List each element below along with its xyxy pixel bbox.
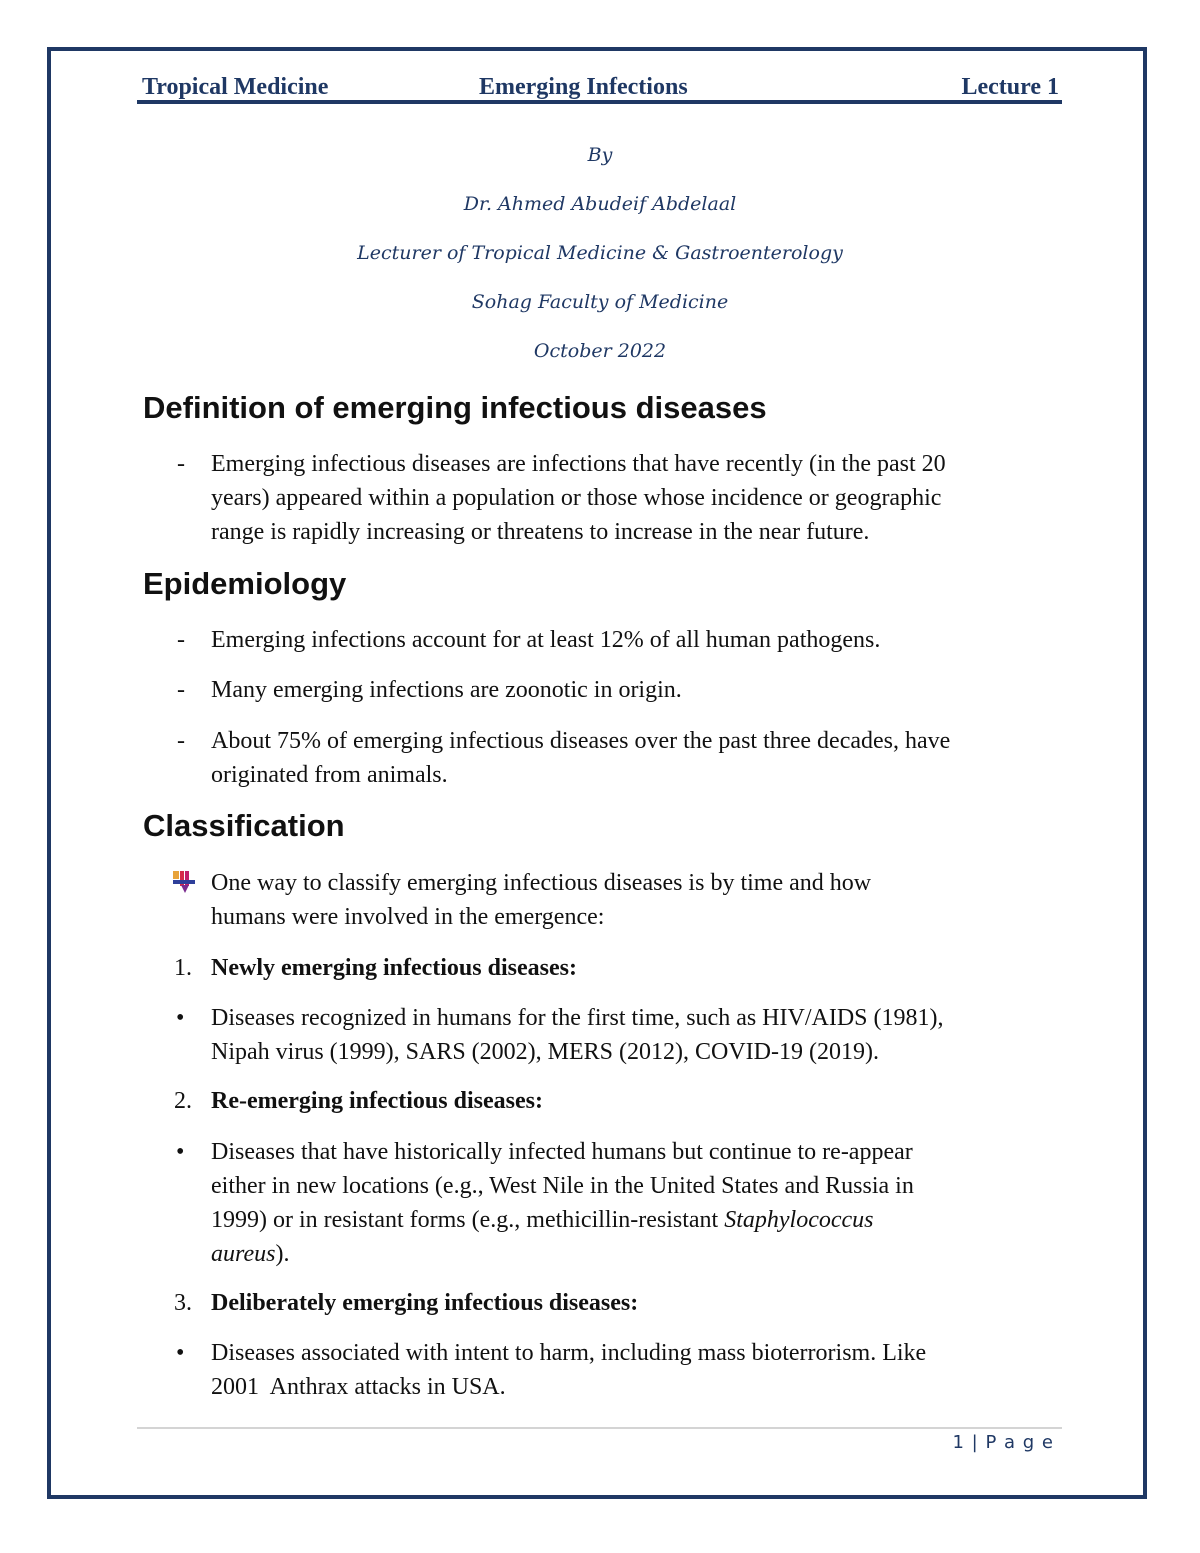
definition-line-3: range is rapidly increasing or threatens to increase in the near future.: [211, 519, 870, 545]
species-name-italic: Staphylococcus: [724, 1207, 874, 1233]
category-2-title: Re-emerging infectious diseases:: [211, 1088, 543, 1114]
category-1-line-2: Nipah virus (1999), SARS (2002), MERS (2012), COVID-19 (2019).: [211, 1039, 879, 1065]
bullet-dot: •: [176, 1005, 185, 1031]
bullet-dash: -: [177, 677, 185, 703]
category-1-title: Newly emerging infectious diseases:: [211, 955, 577, 981]
arrow-down-bullet-icon: [171, 869, 199, 895]
definition-heading: Definition of emerging infectious diseases: [143, 390, 767, 425]
category-2-line-2: either in new locations (e.g., West Nile in the United States and Russia in: [211, 1173, 914, 1199]
bullet-dash: -: [177, 728, 185, 754]
category-2-line-3: [211, 1207, 874, 1234]
bullet-dot: •: [176, 1139, 185, 1165]
byline-date: October 2022: [533, 340, 667, 362]
classification-intro-line-1: One way to classify emerging infectious diseases is by time and how: [211, 870, 872, 896]
byline-institution: Sohag Faculty of Medicine: [471, 291, 729, 313]
bullet-dash: -: [177, 451, 185, 477]
bullet-dot: •: [176, 1340, 185, 1366]
category-2-line-1: Diseases that have historically infected humans but continue to re-appear: [211, 1139, 913, 1165]
category-3-line-1: Diseases associated with intent to harm, including mass bioterrorism. Like: [211, 1340, 927, 1366]
category-3-title: Deliberately emerging infectious diseases:: [211, 1290, 639, 1316]
classification-intro-line-2: humans were involved in the emergence:: [211, 904, 605, 930]
category-2-line-3-text: 1999) or in resistant forms (e.g., methicillin-resistant: [211, 1207, 725, 1233]
list-number: 3.: [174, 1290, 192, 1316]
bullet-dash: -: [177, 627, 185, 653]
epidemiology-item-3-line-2: originated from animals.: [211, 762, 448, 788]
page-number: 1: [952, 1432, 965, 1453]
page-label: P a g e: [985, 1432, 1054, 1453]
byline-author: Dr. Ahmed Abudeif Abdelaal: [463, 193, 737, 215]
footer-separator: |: [971, 1432, 979, 1453]
header-topic: Emerging Infections: [479, 74, 688, 100]
epidemiology-heading: Epidemiology: [143, 566, 347, 601]
classification-heading: Classification: [143, 808, 345, 843]
epidemiology-item-2: Many emerging infections are zoonotic in origin.: [211, 677, 682, 703]
epidemiology-item-3-line-1: About 75% of emerging infectious diseases over the past three decades, have: [211, 728, 951, 754]
header-lecture: Lecture 1: [961, 74, 1059, 100]
category-2-line-4: [211, 1241, 289, 1268]
definition-line-1: Emerging infectious diseases are infections that have recently (in the past 20: [211, 451, 946, 477]
category-1-line-1: Diseases recognized in humans for the first time, such as HIV/AIDS (1981),: [211, 1005, 944, 1031]
byline-title: Lecturer of Tropical Medicine & Gastroenterology: [357, 242, 843, 264]
category-2-line-4-text: ).: [275, 1241, 290, 1267]
list-number: 1.: [174, 955, 192, 981]
category-3-line-2: 2001 Anthrax attacks in USA.: [211, 1374, 506, 1400]
list-number: 2.: [174, 1088, 192, 1114]
species-name-italic: aureus: [211, 1241, 276, 1267]
header-course: Tropical Medicine: [142, 74, 329, 100]
definition-line-2: years) appeared within a population or those whose incidence or geographic: [211, 485, 942, 511]
footer-divider: [137, 1427, 1062, 1429]
byline-by: By: [587, 144, 613, 166]
page-header: [137, 72, 1062, 104]
page-footer: [952, 1432, 1054, 1453]
epidemiology-item-1: Emerging infections account for at least 12% of all human pathogens.: [211, 627, 881, 653]
